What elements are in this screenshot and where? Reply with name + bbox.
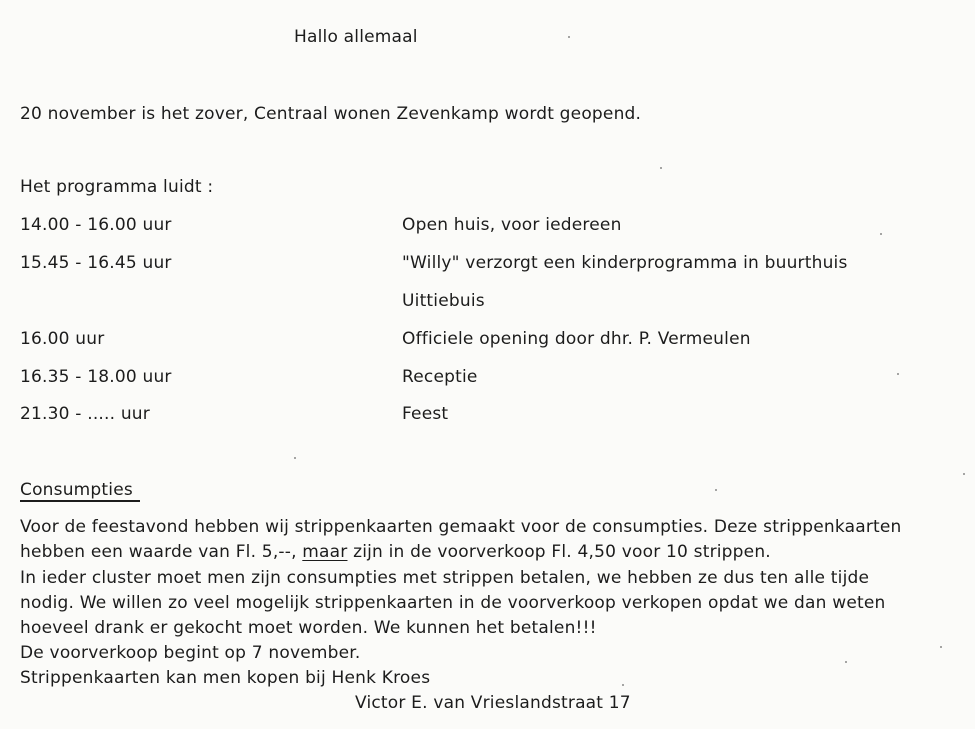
program-row-activity: "Willy" verzorgt een kinderprogramma in buurthuis <box>402 253 848 273</box>
consumpties-heading: Consumpties <box>20 480 133 500</box>
program-heading: Het programma luidt : <box>20 177 214 197</box>
scan-speck <box>880 233 882 235</box>
announcement: 20 november is het zover, Centraal wonen Zevenkamp wordt geopend. <box>20 104 642 124</box>
scan-speck <box>660 167 662 169</box>
scan-speck <box>940 646 942 648</box>
address-line: Victor E. van Vrieslandstraat 17 <box>355 693 631 713</box>
body-line: hoeveel drank er gekocht moet worden. We kunnen het betalen!!! <box>20 618 597 638</box>
program-row-time: 16.00 uur <box>20 329 105 349</box>
body-line: De voorverkoop begint op 7 november. <box>20 643 361 663</box>
program-row-activity: Uittiebuis <box>402 291 485 311</box>
scan-speck <box>568 36 570 38</box>
program-row-time: 16.35 - 18.00 uur <box>20 367 172 387</box>
scan-speck <box>294 457 296 459</box>
scan-speck <box>622 684 624 686</box>
program-row-activity: Open huis, voor iedereen <box>402 215 622 235</box>
program-row-activity: Feest <box>402 404 449 424</box>
program-row-time: 14.00 - 16.00 uur <box>20 215 172 235</box>
body-line: In ieder cluster moet men zijn consumpties met strippen betalen, we hebben ze dus ten alle tijde <box>20 568 870 588</box>
body-line: Strippenkaarten kan men kopen bij Henk Kroes <box>20 668 431 688</box>
body-text: hebben een waarde van Fl. 5,--, <box>20 542 303 562</box>
heading-underline <box>20 500 140 502</box>
program-row-activity: Officiele opening door dhr. P. Vermeulen <box>402 329 751 349</box>
greeting: Hallo allemaal <box>294 27 418 47</box>
emphasis-word: maar <box>302 542 348 562</box>
body-text: zijn in de voorverkoop Fl. 4,50 voor 10 strippen. <box>347 542 771 562</box>
program-row-activity: Receptie <box>402 367 478 387</box>
scan-speck <box>845 661 847 663</box>
body-line <box>20 542 771 562</box>
scan-speck <box>715 489 717 491</box>
body-line: nodig. We willen zo veel mogelijk strippenkaarten in de voorverkoop verkopen opdat we dan weten <box>20 593 886 613</box>
program-row-time: 21.30 - ..... uur <box>20 404 150 424</box>
scan-speck <box>897 373 899 375</box>
program-row-time: 15.45 - 16.45 uur <box>20 253 172 273</box>
scan-speck <box>963 473 965 475</box>
body-line: Voor de feestavond hebben wij strippenkaarten gemaakt voor de consumpties. Deze strippenkaarten <box>20 517 902 537</box>
